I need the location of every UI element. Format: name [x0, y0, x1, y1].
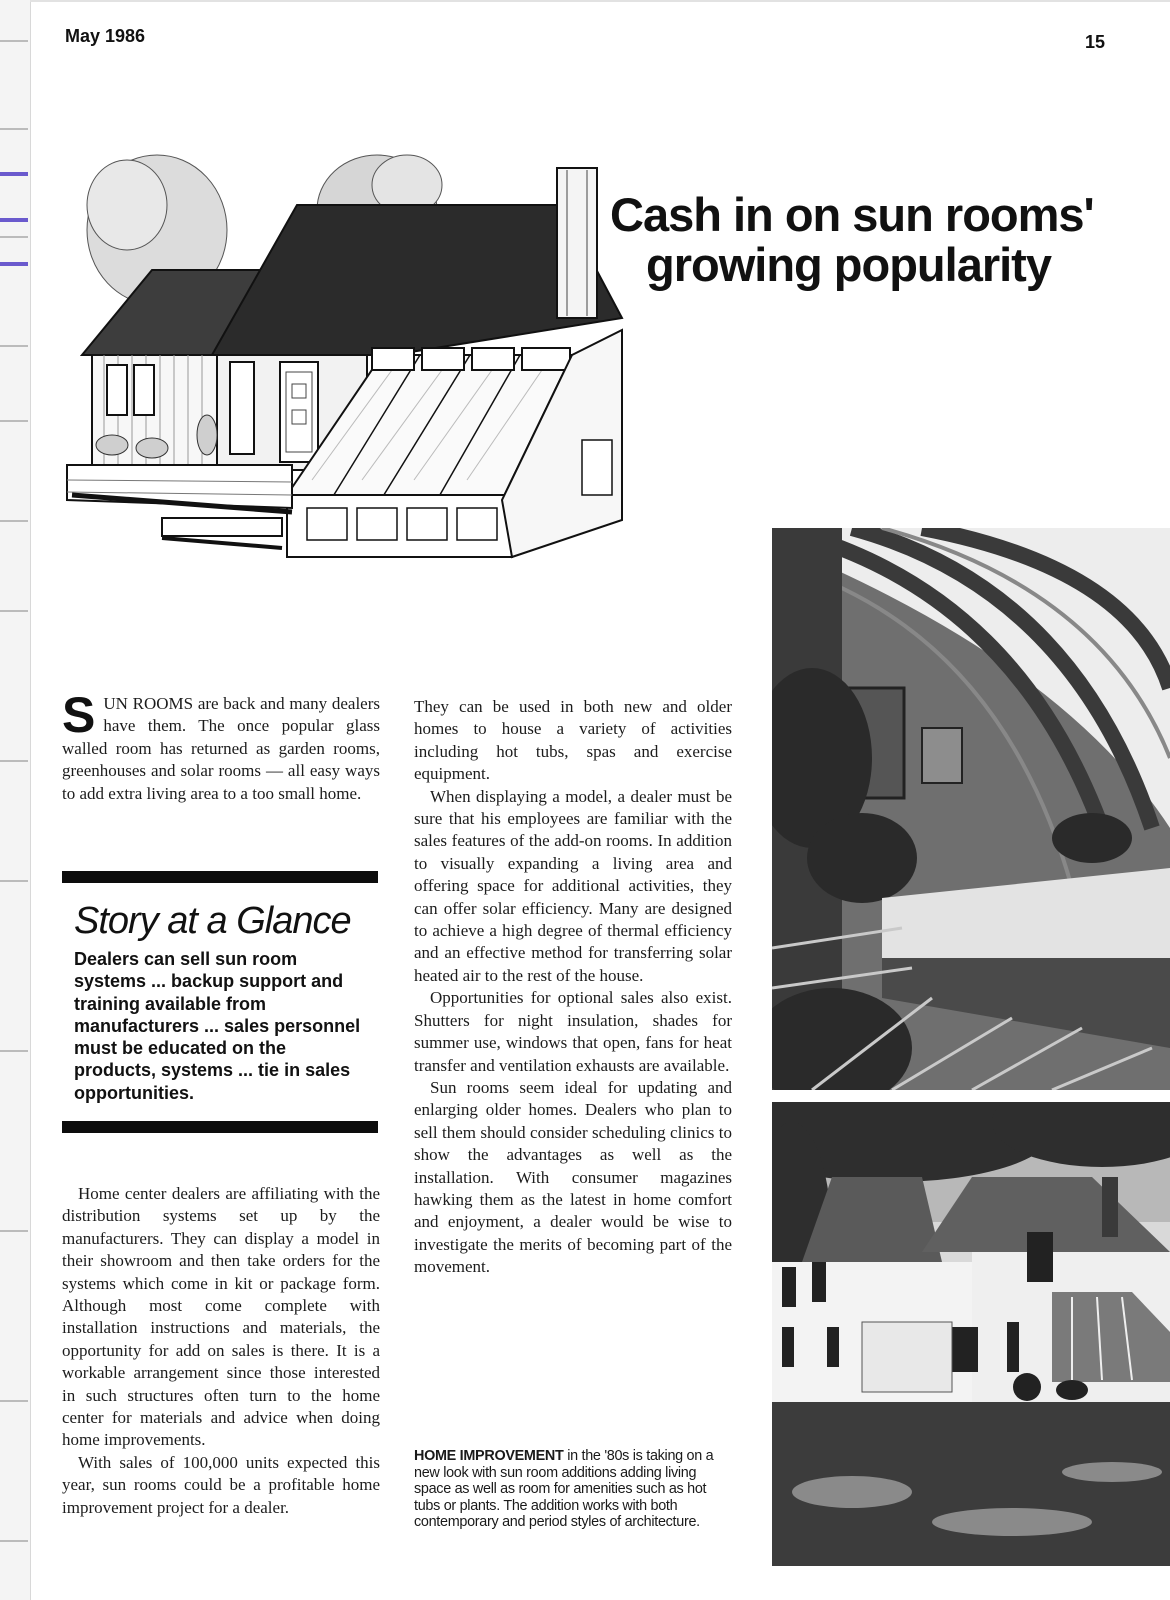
headline	[610, 190, 1130, 290]
sidebar-title: Story at a Glance	[74, 900, 351, 942]
period-house-photo	[772, 1102, 1170, 1566]
sidebar-top-rule	[62, 871, 378, 883]
caption-lead: HOME IMPROVEMENT	[414, 1448, 564, 1464]
body-paragraph: With sales of 100,000 units expected this year, sun rooms could be a profitable home improvement project for a dealer.	[62, 1452, 380, 1517]
page-number: 15	[1085, 32, 1106, 52]
headline-line-1: Cash in on sun rooms'	[610, 188, 1094, 241]
photo-caption	[414, 1448, 732, 1531]
issue-date: May 1986	[65, 26, 146, 46]
body-paragraph: They can be used in both new and older homes to house a variety of activities including hot tubs, spas and exercise equipment.	[414, 697, 732, 784]
body-column-1	[62, 1183, 380, 1519]
house-illustration	[62, 140, 642, 580]
drop-cap: S	[62, 687, 96, 743]
body-paragraph: When displaying a model, a dealer must be sure that his employees are familiar with the sales features of the add-on rooms. In addition to visually expanding a living area and offering space for additional activities, they can offer solar efficiency. Many are designed to achieve a high degree of thermal efficiency and an effective method for transferring solar heated air to the rest of the house.	[414, 786, 732, 985]
body-paragraph: Opportunities for optional sales also exist. Shutters for night insulation, shades for summer use, windows that open, fans for heat transfer and ventilation exhausts are available.	[414, 988, 732, 1075]
sidebar-bottom-rule	[62, 1121, 378, 1133]
lead-paragraph	[62, 687, 380, 805]
sunroom-interior-photo	[772, 528, 1170, 1090]
scan-edge	[0, 0, 31, 1600]
body-column-2	[414, 696, 732, 1279]
caption-text: in the '80s is taking on a new look with sun room additions adding living space as well as room for amenities such as hot tubs or plants. The addition works with both contemporary and period styles of architecture.	[414, 1448, 714, 1531]
top-rule	[30, 0, 1170, 2]
headline-line-2: growing popularity	[646, 238, 1051, 291]
lead-text: UN ROOMS are back and many dealers have them. The once popular glass walled room has returned as garden rooms, greenhouses and solar rooms — all easy ways to add extra living area to a too small home.	[62, 694, 380, 803]
body-paragraph: Home center dealers are affiliating with the distribution systems set up by the manufacturers. They can display a model in their showroom and then take orders for the systems which come in kit or package form. Although most come complete with installation instructions and materials, the opportunity for add on sales is there. It is a workable arrangement since those interested in such structures often turn to the home center for materials and advice when doing home improvements.	[62, 1184, 380, 1450]
sidebar-summary: Dealers can sell sun room systems ... backup support and training available from manufacturers ... sales personnel must be educated on the products, systems ... tie in sales opportunities.	[74, 949, 361, 1103]
body-paragraph: Sun rooms seem ideal for updating and enlarging older homes. Dealers who plan to sell them should consider scheduling clinics to show the advantages as well as the installation. With consumer magazines hawking them as the latest in home comfort and enjoyment, a dealer would be wise to investigate the merits of becoming part of the movement.	[414, 1077, 732, 1277]
